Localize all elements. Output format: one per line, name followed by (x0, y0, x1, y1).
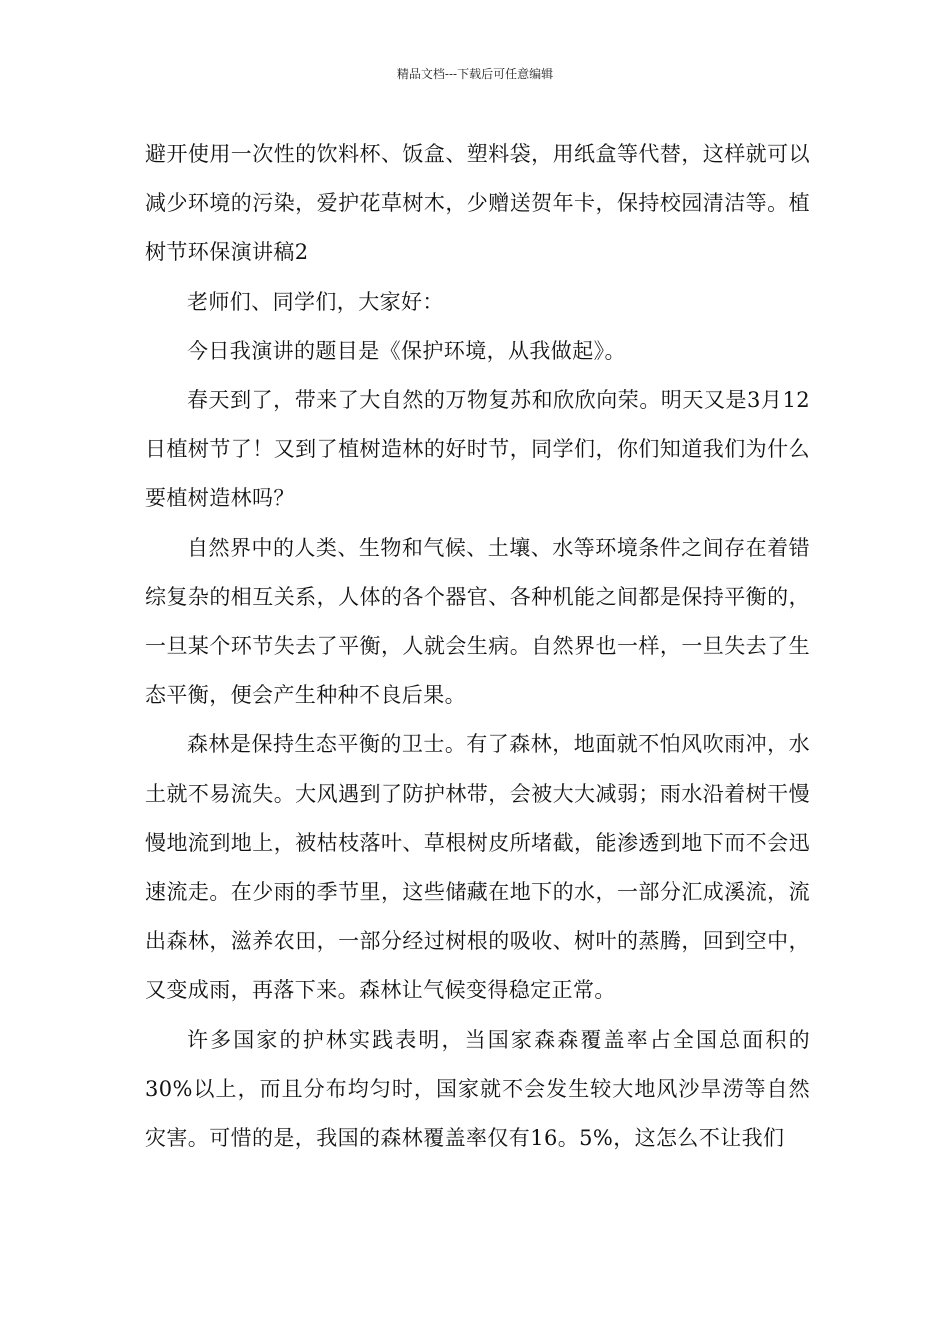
paragraph-7: 许多国家的护林实践表明，当国家森森覆盖率占全国总面积的30%以上，而且分布均匀时，国家就不会发生较大地风沙旱涝等自然灾害。可惜的是，我国的森林覆盖率仅有16。5%，这怎么不让我们 (145, 1027, 810, 1151)
paragraph-4: 春天到了，带来了大自然的万物复苏和欣欣向荣。明天又是3月12日植树节了！又到了植树造林的好时节，同学们，你们知道我们为什么要植树造林吗？ (145, 388, 810, 511)
paragraph-5: 自然界中的人类、生物和气候、土壤、水等环境条件之间存在着错综复杂的相互关系，人体的各个器官、各种机能之间都是保持平衡的，一旦某个环节失去了平衡，人就会生病。自然界也一样，一旦失去了生态平衡，便会产生种种不良后果。 (145, 535, 810, 708)
paragraph-6: 森林是保持生态平衡的卫士。有了森林，地面就不怕风吹雨冲，水土就不易流失。大风遇到了防护林带，会被大大减弱；雨水沿着树干慢慢地流到地上，被枯枝落叶、草根树皮所堵截，能渗透到地下而不会迅速流走。在少雨的季节里，这些储藏在地下的水，一部分汇成溪流，流出森林，滋养农田，一部分经过树根的吸收、树叶的蒸腾，回到空中，又变成雨，再落下来。森林让气候变得稳定正常。 (145, 732, 810, 1003)
page-header: 精品文档---下载后可任意编辑 (396, 67, 554, 81)
paragraph-2: 老师们、同学们，大家好： (187, 289, 444, 314)
document-body (145, 130, 810, 1163)
paragraph-1: 避开使用一次性的饮料杯、饭盒、塑料袋，用纸盒等代替，这样就可以减少环境的污染，爱护花草树木，少赠送贺年卡，保持校园清洁等。植树节环保演讲稿2 (145, 142, 810, 265)
paragraph-3: 今日我演讲的题目是《保护环境，从我做起》。 (187, 338, 626, 363)
